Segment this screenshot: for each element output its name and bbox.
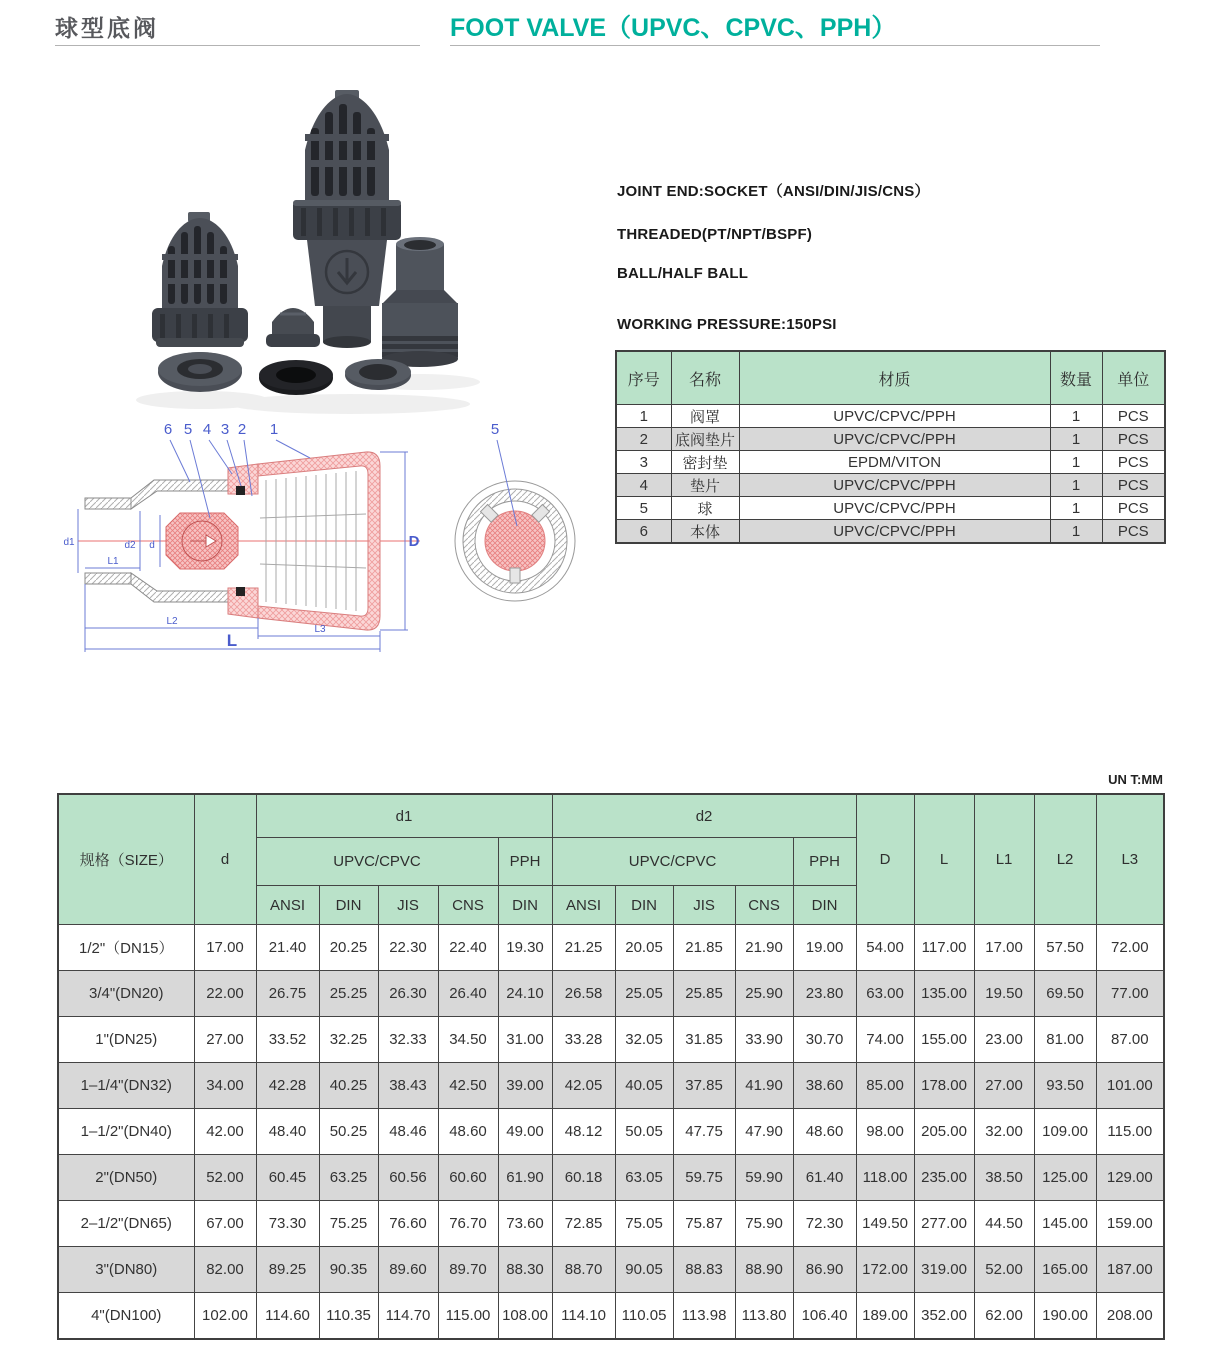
dimension-cell: 69.50 bbox=[1034, 971, 1096, 1017]
parts-cell: PCS bbox=[1102, 428, 1165, 451]
dim-d1-din: DIN bbox=[319, 886, 378, 925]
dimension-row bbox=[58, 971, 1164, 1017]
dimension-cell: 25.05 bbox=[615, 971, 673, 1017]
dimension-cell: 319.00 bbox=[914, 1247, 974, 1293]
dimension-cell: 2–1/2"(DN65) bbox=[58, 1201, 194, 1247]
dimension-cell: 26.58 bbox=[552, 971, 615, 1017]
spec-line: WORKING PRESSURE:150PSI bbox=[617, 316, 837, 333]
dimension-cell: 90.05 bbox=[615, 1247, 673, 1293]
dimension-cell: 23.80 bbox=[793, 971, 856, 1017]
dimension-row bbox=[58, 1201, 1164, 1247]
dimension-cell: 31.00 bbox=[498, 1017, 552, 1063]
dimension-cell: 19.30 bbox=[498, 925, 552, 971]
dimension-cell: 155.00 bbox=[914, 1017, 974, 1063]
parts-col-name: 名称 bbox=[671, 351, 739, 405]
gasket-rubber bbox=[259, 360, 333, 395]
dimension-cell: 59.75 bbox=[673, 1155, 735, 1201]
dimension-cell: 3/4"(DN20) bbox=[58, 971, 194, 1017]
dimension-cell: 67.00 bbox=[194, 1201, 256, 1247]
dimension-cell: 21.25 bbox=[552, 925, 615, 971]
dimension-cell: 54.00 bbox=[856, 925, 914, 971]
dimension-cell: 59.90 bbox=[735, 1155, 793, 1201]
dim-d2-cns: CNS bbox=[735, 886, 793, 925]
dim-d2-pph: PPH bbox=[793, 838, 856, 886]
dimension-cell: 32.00 bbox=[974, 1109, 1034, 1155]
dimension-cell: 114.70 bbox=[378, 1293, 438, 1340]
dimension-cell: 34.50 bbox=[438, 1017, 498, 1063]
dim-L1: L1 bbox=[107, 556, 119, 567]
dimension-cell: 20.05 bbox=[615, 925, 673, 971]
dimension-cell: 61.40 bbox=[793, 1155, 856, 1201]
dimension-cell: 42.50 bbox=[438, 1063, 498, 1109]
dimension-row bbox=[58, 1063, 1164, 1109]
dimension-cell: 4"(DN100) bbox=[58, 1293, 194, 1340]
parts-cell: 1 bbox=[616, 405, 671, 428]
dimension-cell: 74.00 bbox=[856, 1017, 914, 1063]
dim-col-D: D bbox=[856, 794, 914, 925]
parts-row bbox=[616, 428, 1165, 451]
dim-col-L2: L2 bbox=[1034, 794, 1096, 925]
dim-d1-ansi: ANSI bbox=[256, 886, 319, 925]
dim-L3: L3 bbox=[314, 624, 326, 635]
dimension-cell: 101.00 bbox=[1096, 1063, 1164, 1109]
dimension-cell: 165.00 bbox=[1034, 1247, 1096, 1293]
parts-cell: 1 bbox=[1050, 520, 1102, 544]
dimension-cell: 73.30 bbox=[256, 1201, 319, 1247]
dim-col-L3: L3 bbox=[1096, 794, 1164, 925]
dimension-cell: 47.90 bbox=[735, 1109, 793, 1155]
parts-cell: 2 bbox=[616, 428, 671, 451]
title-divider-left bbox=[55, 45, 420, 46]
dimension-cell: 106.40 bbox=[793, 1293, 856, 1340]
technical-drawing bbox=[60, 418, 590, 658]
dimension-cell: 190.00 bbox=[1034, 1293, 1096, 1340]
parts-cell: EPDM/VITON bbox=[739, 451, 1050, 474]
callout-3: 3 bbox=[220, 421, 230, 438]
callout-4: 4 bbox=[202, 421, 212, 438]
parts-cell: PCS bbox=[1102, 405, 1165, 428]
dimension-cell: 22.00 bbox=[194, 971, 256, 1017]
ball-section bbox=[166, 513, 238, 569]
dimension-cell: 73.60 bbox=[498, 1201, 552, 1247]
dimension-cell: 76.70 bbox=[438, 1201, 498, 1247]
dimension-cell: 172.00 bbox=[856, 1247, 914, 1293]
dimension-cell: 21.40 bbox=[256, 925, 319, 971]
dimension-cell: 3"(DN80) bbox=[58, 1247, 194, 1293]
dimension-cell: 189.00 bbox=[856, 1293, 914, 1340]
dim-d1-cns: CNS bbox=[438, 886, 498, 925]
dimension-cell: 40.25 bbox=[319, 1063, 378, 1109]
dimension-cell: 1"(DN25) bbox=[58, 1017, 194, 1063]
dimension-row bbox=[58, 1017, 1164, 1063]
dimension-cell: 21.85 bbox=[673, 925, 735, 971]
dim-L2: L2 bbox=[166, 616, 178, 627]
parts-col-unit: 单位 bbox=[1102, 351, 1165, 405]
parts-cell: UPVC/CPVC/PPH bbox=[739, 428, 1050, 451]
dimension-cell: 113.80 bbox=[735, 1293, 793, 1340]
dimension-cell: 50.05 bbox=[615, 1109, 673, 1155]
dimension-cell: 2"(DN50) bbox=[58, 1155, 194, 1201]
spec-line: JOINT END:SOCKET（ANSI/DIN/JIS/CNS） bbox=[617, 183, 930, 200]
parts-cell: UPVC/CPVC/PPH bbox=[739, 405, 1050, 428]
dim-col-size: 规格（SIZE） bbox=[58, 794, 194, 925]
dimension-cell: 25.90 bbox=[735, 971, 793, 1017]
dimension-cell: 23.00 bbox=[974, 1017, 1034, 1063]
dimension-cell: 20.25 bbox=[319, 925, 378, 971]
parts-cell: 1 bbox=[1050, 474, 1102, 497]
dimension-cell: 277.00 bbox=[914, 1201, 974, 1247]
dimension-cell: 75.05 bbox=[615, 1201, 673, 1247]
dim-d1-upvc-cpvc: UPVC/CPVC bbox=[256, 838, 498, 886]
dimension-row bbox=[58, 1247, 1164, 1293]
dimension-cell: 63.00 bbox=[856, 971, 914, 1017]
dimension-row bbox=[58, 925, 1164, 971]
dimension-cell: 34.00 bbox=[194, 1063, 256, 1109]
dimension-cell: 52.00 bbox=[974, 1247, 1034, 1293]
dimension-cell: 187.00 bbox=[1096, 1247, 1164, 1293]
dimension-cell: 235.00 bbox=[914, 1155, 974, 1201]
dimension-cell: 88.83 bbox=[673, 1247, 735, 1293]
page-title-cn: 球型底阀 bbox=[55, 15, 159, 41]
dimension-cell: 88.70 bbox=[552, 1247, 615, 1293]
dimension-cell: 159.00 bbox=[1096, 1201, 1164, 1247]
parts-cell: 垫片 bbox=[671, 474, 739, 497]
dimension-cell: 52.00 bbox=[194, 1155, 256, 1201]
dimension-cell: 17.00 bbox=[194, 925, 256, 971]
dimension-cell: 109.00 bbox=[1034, 1109, 1096, 1155]
parts-cell: 1 bbox=[1050, 451, 1102, 474]
parts-cell: PCS bbox=[1102, 451, 1165, 474]
dim-col-d: d bbox=[194, 794, 256, 925]
dimension-cell: 32.33 bbox=[378, 1017, 438, 1063]
callout-1: 1 bbox=[269, 421, 279, 438]
parts-cell: 1 bbox=[1050, 405, 1102, 428]
dimension-cell: 32.25 bbox=[319, 1017, 378, 1063]
dimension-cell: 205.00 bbox=[914, 1109, 974, 1155]
dimension-cell: 60.18 bbox=[552, 1155, 615, 1201]
dim-d: d bbox=[149, 540, 155, 551]
dimension-cell: 26.30 bbox=[378, 971, 438, 1017]
dimension-cell: 1–1/2"(DN40) bbox=[58, 1109, 194, 1155]
dimension-cell: 31.85 bbox=[673, 1017, 735, 1063]
dimension-cell: 42.28 bbox=[256, 1063, 319, 1109]
valve-cap-small bbox=[266, 308, 320, 347]
dimension-cell: 110.05 bbox=[615, 1293, 673, 1340]
dimension-cell: 108.00 bbox=[498, 1293, 552, 1340]
parts-row bbox=[616, 451, 1165, 474]
dimension-cell: 145.00 bbox=[1034, 1201, 1096, 1247]
parts-header-row bbox=[616, 351, 1165, 405]
dimension-cell: 75.25 bbox=[319, 1201, 378, 1247]
dimension-cell: 60.56 bbox=[378, 1155, 438, 1201]
dimension-cell: 33.28 bbox=[552, 1017, 615, 1063]
dimension-cell: 88.30 bbox=[498, 1247, 552, 1293]
dimension-row bbox=[58, 1293, 1164, 1340]
dimension-cell: 48.12 bbox=[552, 1109, 615, 1155]
dimension-table bbox=[57, 793, 1165, 1340]
parts-cell: 密封垫 bbox=[671, 451, 739, 474]
dimension-cell: 61.90 bbox=[498, 1155, 552, 1201]
dim-d2-ansi: ANSI bbox=[552, 886, 615, 925]
page-title-en: FOOT VALVE（UPVC、CPVC、PPH） bbox=[450, 14, 897, 42]
dim-col-L: L bbox=[914, 794, 974, 925]
dimension-cell: 60.60 bbox=[438, 1155, 498, 1201]
dim-d2-din: DIN bbox=[615, 886, 673, 925]
dimension-cell: 1/2"（DN15） bbox=[58, 925, 194, 971]
valve-strainer-cap bbox=[152, 212, 248, 347]
dimension-cell: 25.85 bbox=[673, 971, 735, 1017]
gasket-plate bbox=[158, 352, 242, 392]
dimension-cell: 41.90 bbox=[735, 1063, 793, 1109]
title-divider-right bbox=[450, 45, 1100, 46]
dimension-cell: 75.90 bbox=[735, 1201, 793, 1247]
parts-cell: UPVC/CPVC/PPH bbox=[739, 497, 1050, 520]
dimension-cell: 24.10 bbox=[498, 971, 552, 1017]
dimension-cell: 115.00 bbox=[1096, 1109, 1164, 1155]
parts-table bbox=[615, 350, 1166, 544]
dimension-cell: 48.40 bbox=[256, 1109, 319, 1155]
dimension-cell: 39.00 bbox=[498, 1063, 552, 1109]
dimension-cell: 26.40 bbox=[438, 971, 498, 1017]
dimension-cell: 98.00 bbox=[856, 1109, 914, 1155]
dimension-cell: 90.35 bbox=[319, 1247, 378, 1293]
dimension-cell: 129.00 bbox=[1096, 1155, 1164, 1201]
parts-cell: UPVC/CPVC/PPH bbox=[739, 520, 1050, 544]
dimension-cell: 110.35 bbox=[319, 1293, 378, 1340]
dimension-cell: 88.90 bbox=[735, 1247, 793, 1293]
dim-col-L1: L1 bbox=[974, 794, 1034, 925]
dimension-cell: 81.00 bbox=[1034, 1017, 1096, 1063]
parts-cell: 球 bbox=[671, 497, 739, 520]
spec-line: BALL/HALF BALL bbox=[617, 265, 749, 282]
parts-row bbox=[616, 497, 1165, 520]
parts-cell: 阀罩 bbox=[671, 405, 739, 428]
dim-d1-pph: PPH bbox=[498, 838, 552, 886]
dim-d2: d2 bbox=[124, 540, 136, 551]
dim-d1-pph-din: DIN bbox=[498, 886, 552, 925]
dim-d1-jis: JIS bbox=[378, 886, 438, 925]
parts-cell: 1 bbox=[1050, 428, 1102, 451]
dimension-cell: 77.00 bbox=[1096, 971, 1164, 1017]
dimension-cell: 48.60 bbox=[793, 1109, 856, 1155]
callout-6: 6 bbox=[163, 421, 173, 438]
dimension-cell: 50.25 bbox=[319, 1109, 378, 1155]
callout-5: 5 bbox=[183, 421, 193, 438]
dimension-cell: 72.00 bbox=[1096, 925, 1164, 971]
parts-cell: 4 bbox=[616, 474, 671, 497]
product-photo bbox=[120, 82, 600, 422]
parts-cell: 5 bbox=[616, 497, 671, 520]
dimension-cell: 57.50 bbox=[1034, 925, 1096, 971]
dimension-cell: 72.85 bbox=[552, 1201, 615, 1247]
dimension-cell: 49.00 bbox=[498, 1109, 552, 1155]
dimension-cell: 86.90 bbox=[793, 1247, 856, 1293]
dimension-cell: 38.60 bbox=[793, 1063, 856, 1109]
dim-d2-jis: JIS bbox=[673, 886, 735, 925]
dimension-cell: 118.00 bbox=[856, 1155, 914, 1201]
parts-cell: PCS bbox=[1102, 474, 1165, 497]
dimension-cell: 32.05 bbox=[615, 1017, 673, 1063]
dimension-cell: 21.90 bbox=[735, 925, 793, 971]
dimension-cell: 60.45 bbox=[256, 1155, 319, 1201]
dimension-cell: 72.30 bbox=[793, 1201, 856, 1247]
dimension-cell: 178.00 bbox=[914, 1063, 974, 1109]
dimension-cell: 42.00 bbox=[194, 1109, 256, 1155]
dim-group-d2: d2 bbox=[552, 794, 856, 838]
dimension-cell: 63.05 bbox=[615, 1155, 673, 1201]
dimension-cell: 87.00 bbox=[1096, 1017, 1164, 1063]
dimension-cell: 62.00 bbox=[974, 1293, 1034, 1340]
dimension-cell: 76.60 bbox=[378, 1201, 438, 1247]
parts-col-no: 序号 bbox=[616, 351, 671, 405]
dimension-cell: 125.00 bbox=[1034, 1155, 1096, 1201]
dimension-cell: 102.00 bbox=[194, 1293, 256, 1340]
parts-cell: 底阀垫片 bbox=[671, 428, 739, 451]
end-view-callout-5: 5 bbox=[490, 421, 500, 438]
dim-d2-pph-din: DIN bbox=[793, 886, 856, 925]
dimension-cell: 352.00 bbox=[914, 1293, 974, 1340]
dimension-cell: 33.90 bbox=[735, 1017, 793, 1063]
dimension-cell: 38.50 bbox=[974, 1155, 1034, 1201]
parts-cell: 本体 bbox=[671, 520, 739, 544]
dimension-cell: 63.25 bbox=[319, 1155, 378, 1201]
dimension-cell: 40.05 bbox=[615, 1063, 673, 1109]
dimension-cell: 37.85 bbox=[673, 1063, 735, 1109]
dimension-cell: 47.75 bbox=[673, 1109, 735, 1155]
dimension-cell: 44.50 bbox=[974, 1201, 1034, 1247]
parts-row bbox=[616, 474, 1165, 497]
dimension-cell: 114.60 bbox=[256, 1293, 319, 1340]
dimension-cell: 26.75 bbox=[256, 971, 319, 1017]
dimension-cell: 82.00 bbox=[194, 1247, 256, 1293]
gasket-ring bbox=[345, 359, 411, 390]
dimension-cell: 114.10 bbox=[552, 1293, 615, 1340]
parts-cell: PCS bbox=[1102, 520, 1165, 544]
dim-d1: d1 bbox=[63, 537, 75, 548]
dimension-cell: 33.52 bbox=[256, 1017, 319, 1063]
dimension-cell: 42.05 bbox=[552, 1063, 615, 1109]
dimension-cell: 113.98 bbox=[673, 1293, 735, 1340]
socket-adapter bbox=[382, 237, 458, 367]
parts-col-material: 材质 bbox=[739, 351, 1050, 405]
dimension-cell: 17.00 bbox=[974, 925, 1034, 971]
parts-cell: 6 bbox=[616, 520, 671, 544]
callout-numbers bbox=[164, 421, 278, 438]
dimension-cell: 75.87 bbox=[673, 1201, 735, 1247]
dimension-cell: 27.00 bbox=[194, 1017, 256, 1063]
dimension-cell: 38.43 bbox=[378, 1063, 438, 1109]
dim-group-d1: d1 bbox=[256, 794, 552, 838]
parts-cell: PCS bbox=[1102, 497, 1165, 520]
parts-row bbox=[616, 405, 1165, 428]
dimension-cell: 93.50 bbox=[1034, 1063, 1096, 1109]
dimension-cell: 1–1/4"(DN32) bbox=[58, 1063, 194, 1109]
parts-col-qty: 数量 bbox=[1050, 351, 1102, 405]
end-view bbox=[455, 421, 575, 601]
dimension-row bbox=[58, 1155, 1164, 1201]
dimension-cell: 25.25 bbox=[319, 971, 378, 1017]
spec-line: THREADED(PT/NPT/BSPF) bbox=[617, 226, 813, 243]
dimension-cell: 85.00 bbox=[856, 1063, 914, 1109]
dimension-cell: 89.70 bbox=[438, 1247, 498, 1293]
dimension-cell: 27.00 bbox=[974, 1063, 1034, 1109]
dim-d2-upvc-cpvc: UPVC/CPVC bbox=[552, 838, 793, 886]
dimension-cell: 48.46 bbox=[378, 1109, 438, 1155]
spec-list bbox=[617, 172, 1177, 332]
unit-note: UN T:MM bbox=[1108, 772, 1163, 787]
dimension-cell: 149.50 bbox=[856, 1201, 914, 1247]
dimension-cell: 115.00 bbox=[438, 1293, 498, 1340]
dimension-row bbox=[58, 1109, 1164, 1155]
dim-L: L bbox=[226, 631, 238, 650]
dimension-cell: 22.30 bbox=[378, 925, 438, 971]
dimension-cell: 89.60 bbox=[378, 1247, 438, 1293]
dimension-cell: 19.50 bbox=[974, 971, 1034, 1017]
dimension-cell: 22.40 bbox=[438, 925, 498, 971]
callout-2: 2 bbox=[237, 421, 247, 438]
dimension-cell: 48.60 bbox=[438, 1109, 498, 1155]
dimension-cell: 19.00 bbox=[793, 925, 856, 971]
dimension-cell: 89.25 bbox=[256, 1247, 319, 1293]
dimension-cell: 208.00 bbox=[1096, 1293, 1164, 1340]
parts-cell: UPVC/CPVC/PPH bbox=[739, 474, 1050, 497]
parts-row bbox=[616, 520, 1165, 544]
dim-D: D bbox=[408, 533, 420, 550]
dimension-cell: 30.70 bbox=[793, 1017, 856, 1063]
dimension-cell: 117.00 bbox=[914, 925, 974, 971]
parts-cell: 1 bbox=[1050, 497, 1102, 520]
parts-cell: 3 bbox=[616, 451, 671, 474]
dimension-cell: 135.00 bbox=[914, 971, 974, 1017]
